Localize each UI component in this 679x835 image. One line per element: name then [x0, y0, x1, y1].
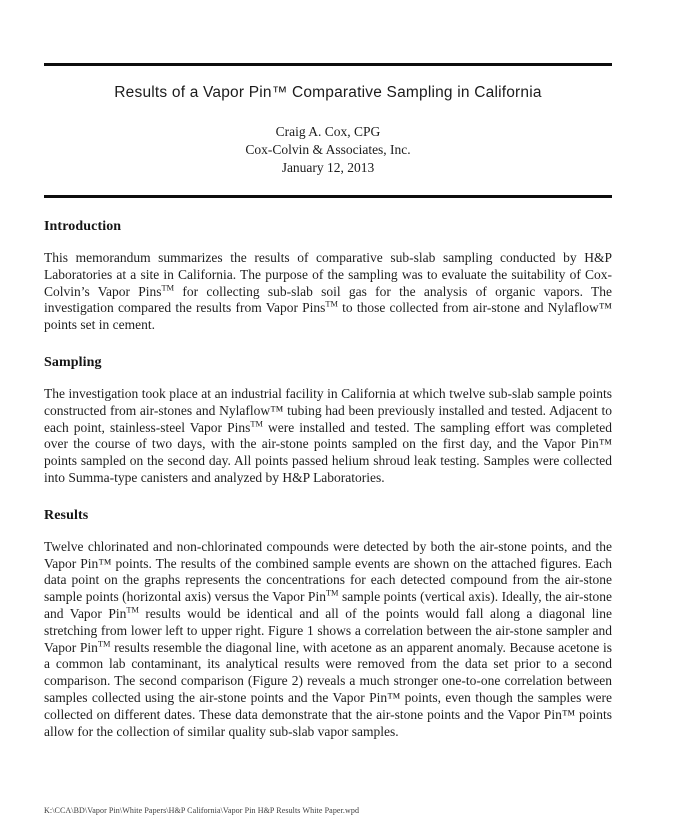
section-heading-introduction: Introduction [44, 219, 122, 234]
document-title: Results of a Vapor Pin™ Comparative Sampling in California [114, 84, 542, 101]
byline-date: January 12, 2013 [281, 160, 375, 175]
byline-author: Craig A. Cox, CPG [275, 124, 381, 139]
top-rule [44, 63, 612, 66]
results-paragraph: Twelve chlorinated and non-chlorinated compounds were detected by both the air-stone points, and the Vapor Pin™ points. The results of the combined sample events are shown on the attached figures. Each data point on the graphs represents the concentrations for each detected compound from the air-stone sample points (horizontal axis) versus the Vapor Pin™ sample points (vertical axis). Ideally, the air-stone and Vapor Pin™ results would be identical and all of the points would fall along a diagonal line stretching from lower left to upper right. Figure 1 shows a correlation between the air-stone sampler and Vapor Pin™ results resemble the diagonal line, with acetone as an apparent anomaly. Because acetone is a common lab contaminant, its analytical results were removed from the data set prior to a second comparison. The second comparison (Figure 2) reveals a much stronger one-to-one correlation between samples collected using the air-stone points and the Vapor Pin™ points, even though the samples were collected on different dates. These data demonstrate that the air-stone points and the Vapor Pin™ points allow for the collection of similar quality sub-slab vapor samples. [44, 538, 612, 739]
sampling-paragraph: The investigation took place at an industrial facility in California at which twelve sub-slab sample points constructed from air-stones and Nylaflow™ tubing had been previously installed and tested. Adjacent to each point, stainless-steel Vapor Pins™ were installed and tested. The sampling effort was completed over the course of two days, with the air-stone points sampled on the first day, and the Vapor Pin™ points sampled on the second day. All points passed helium shroud leak testing. Samples were collected into Summa-type canisters and analyzed by H&P Laboratories. [44, 385, 613, 485]
section-results [44, 508, 612, 741]
section-sampling [44, 355, 612, 487]
byline-block [44, 123, 612, 177]
section-introduction [44, 219, 612, 334]
header-divider-rule [44, 195, 612, 198]
byline-company: Cox-Colvin & Associates, Inc. [245, 142, 411, 157]
introduction-paragraph: This memorandum summarizes the results of comparative sub-slab sampling conducted by H&P Laboratories at a site in California. The purpose of the sampling was to evaluate the suitability of Cox-Colvin’s Vapor Pins™ for collecting sub-slab soil gas for the analysis of organic vapors. The investigation compared the results from Vapor Pins™ to those collected from air-stone and Nylaflow™ points set in cement. [44, 250, 612, 333]
section-heading-results: Results [44, 507, 89, 523]
footer-file-path: K:\CCA\BD\Vapor Pin\White Papers\H&P California\Vapor Pin H&P Results White Paper.wpd [44, 806, 360, 815]
section-heading-sampling: Sampling [44, 354, 102, 370]
